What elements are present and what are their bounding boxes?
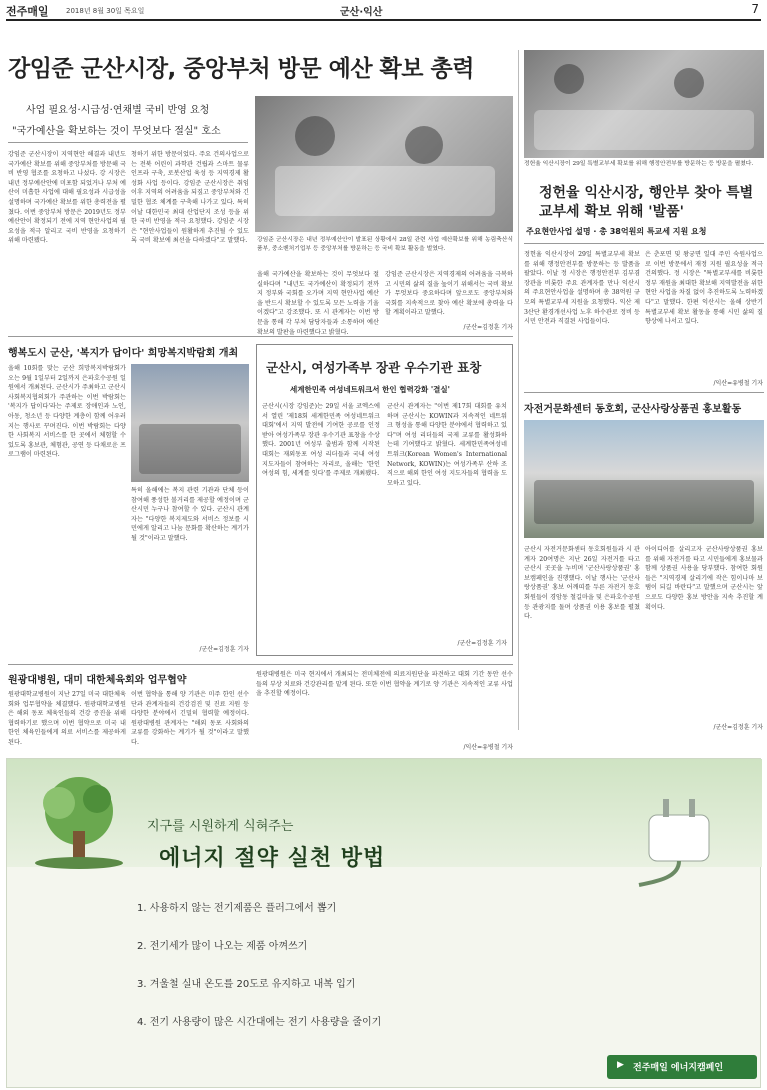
hope-top-rule bbox=[8, 336, 513, 337]
lead-body-col3: 올해 국가예산을 확보하는 것이 무엇보다 절실하다며 "내년도 국가예산이 확정되기 전까지 정부와 국회를 오가며 지역 현안사업 예산을 반드시 확보할 수 있도록 모든 노력을 기울이겠다"고 강조했다. 또 시 관계자는 이번 방문을 통해 각 부처 담당자들과 소통하며 예산 확보의 발판을 마련했다고 밝혔다. bbox=[257, 271, 379, 336]
page-number: 7 bbox=[751, 2, 759, 16]
iksan-byline: /익산=유병철 기자 bbox=[713, 380, 763, 387]
lead-photo-caption: 강임준 군산시장은 내년 정부예산안이 발표된 상황에서 28일 관련 사업 예산확보를 위해 농림축산식품부, 중소벤처기업부 등 중앙부처를 방문하는 등 국비 확보 활동을 벌였다. bbox=[257, 237, 513, 252]
hope-body-b: 특히 올해에는 복지 관련 기관과 단체 등이 참여해 풍성한 볼거리를 제공할 예정이며 군산시민 누구나 참여할 수 있다. 군산시 관계자는 "다양한 복지제도와 서비스 정보를 시민에게 알리고 나눔 문화를 확산하는 계기가 될 것"이라고 말했다. bbox=[131, 487, 249, 542]
iksan-rule bbox=[524, 243, 764, 244]
lead-body-col4: 강임준 군산시장은 지역경제의 어려움을 극복하고 시민의 삶의 질을 높이기 위해서는 국비 확보가 무엇보다 중요하다며 앞으로도 중앙부처와 국회를 지속적으로 찾아 예산 확보에 총력을 다할 계획이라고 말했다. bbox=[385, 271, 513, 317]
women-body-b: 군산시 관계자는 "이번 제17회 대회를 유치하며 군산시는 KOWIN과 지속적인 네트워크 형성을 통해 다양한 분야에서 협력하고 있다"며 여성 리더들의 국제 교류를 활성화하는데 기여했다고 밝혔다. 세계한민족여성네트워크(Korean Women's International Network, KOWIN)는 여성가족부 산하 조직으로 해외 한인 여성 지도자들의 협력을 도모하고 있다. bbox=[387, 403, 507, 487]
lead-byline: /군산=김정훈 기자 bbox=[463, 324, 513, 331]
arrow-icon: ▶ bbox=[617, 1060, 624, 1070]
center-byline: /군산=김정훈 기자 bbox=[713, 724, 763, 731]
women-body-a: 군산시(시장 강임준)는 29일 서울 코엑스에서 열린 '제18회 세계한민족 여성네트워크 대회'에서 지역 발전에 기여한 공로를 인정받아 여성가족부 장관 우수기관 표창을 수상했다. 2001년 여성부 출범과 함께 시작된 대회는 재외동포 여성 리더들과 국내 여성 지도자들이 참여하는 자리로, 올해는 '한인 여성의 힘, 세계를 잇다'를 주제로 개최됐다. bbox=[262, 403, 380, 478]
lead-body-col1: 강임준 군산시장이 지역현안 해결과 내년도 국가예산 확보를 위해 중앙부처를 방문해 국비 반영 협조를 요청하고 나섰다. 강 시장은 내년 정부예산안에 미포함 되었거나 부처 예산이 미흡한 사업에 대해 필요성과 시급성을 설명하며 국가예산 확보를 위한 총력전을 펼쳤다. 이번 중앙부처 방문은 2019년도 정부 예산안이 확정되기 전에 지역 현안사업의 필요성을 적극 알리고 국비 반영을 요청하기 위해 마련됐다. bbox=[8, 151, 126, 245]
ad-tip-2: 2. 전기세가 많이 나오는 제품 아껴쓰기 bbox=[137, 941, 308, 952]
iksan-photo bbox=[524, 50, 764, 158]
center-photo bbox=[524, 420, 764, 538]
center-headline: 자전거문화센터 동호회, 군산사랑상품권 홍보활동 bbox=[524, 404, 742, 415]
masthead-rule bbox=[6, 19, 761, 21]
center-body-a: 군산시 자전거문화센터 동호회원들과 시 관계자 20여명은 지난 26일 자전거를 타고 군산시 곳곳을 누비며 '군산사랑상품권' 홍보캠페인을 진행했다. 이날 행사는 '군산사랑상품권' 홍보 어깨띠를 두른 자전거 동호회원들이 경암동 철길마을 및 은파호수공원 등 관광지를 돌며 상품권 이용 홍보를 펼쳤다. bbox=[524, 546, 640, 621]
campaign-label: 전주매일 에너지캠페인 bbox=[633, 1063, 724, 1073]
ad-line2: 에너지 절약 실천 방법 bbox=[159, 846, 386, 871]
hope-headline: 행복도시 군산, '복지가 답이다' 희망복지박람회 개최 bbox=[8, 348, 239, 359]
lead-headline: 강임준 군산시장, 중앙부처 방문 예산 확보 총력 bbox=[8, 56, 474, 82]
wonkwang-headline: 원광대병원, 대미 대한체육회와 업무협약 bbox=[8, 675, 187, 686]
women-subhead: 세계한민족 여성네트워크서 한인 협력강화 '결실' bbox=[290, 385, 450, 394]
iksan-subhead: 주요현안사업 설명 · 총 38억원의 특교세 지원 요청 bbox=[526, 227, 707, 236]
ad-line1: 지구를 시원하게 식혀주는 bbox=[147, 819, 294, 834]
women-headline: 군산시, 여성가족부 장관 우수기관 표창 bbox=[266, 360, 482, 375]
ad-tip-4: 4. 전기 사용량이 많은 시간대에는 전기 사용량을 줄이기 bbox=[137, 1017, 382, 1028]
campaign-tag bbox=[607, 1055, 757, 1079]
tree-earth-icon bbox=[19, 771, 139, 871]
women-byline: /군산=김정훈 기자 bbox=[457, 640, 507, 647]
masthead bbox=[6, 2, 761, 18]
center-body-b: 아이디어를 살리고자 군산사랑상품권 홍보를 위해 자전거를 타고 시민들에게 홍보물과 함께 상품권 사용을 당부했다. 참여한 회원들은 "지역경제 살리기에 작은 힘이나마 보탬이 되길 바란다"고 말했으며 군산시는 앞으로도 다양한 홍보 방안을 지속 추진할 계획이다. bbox=[645, 546, 763, 611]
hope-byline: /군산=김정훈 기자 bbox=[199, 646, 249, 653]
ad-tip-1: 1. 사용하지 않는 전기제품은 플러그에서 뽑기 bbox=[137, 903, 337, 914]
iksan-headline: 정헌율 익산시장, 행안부 찾아 특별교부세 확보 위해 '발품' bbox=[539, 185, 754, 220]
energy-ad bbox=[6, 758, 761, 1088]
iksan-photo-caption: 정헌율 익산시장이 29일 특별교부세 확보를 위해 행정안전부를 방문하는 등 방문을 펼쳤다. bbox=[524, 161, 754, 167]
wonkwang-byline: /익산=유병철 기자 bbox=[463, 744, 513, 751]
wonkwang-body-a: 원광대학교병원이 지난 27일 미국 대한체육회와 업무협약을 체결했다. 원광대학교병원은 해외 동포 체육인들의 건강 증진을 위해 협력하기로 했으며 이번 협약으로 미국 내 한인 체육인들에게 의료 서비스를 제공하게 된다. bbox=[8, 691, 126, 746]
hope-body-a: 올해 10회를 맞는 군산 희망복지박람회가 오는 9월 1일부터 2일까지 은파호수공원 일원에서 개최된다. 군산시가 주최하고 군산시사회복지협의회가 주관하는 이번 박람회는 '복지가 답이다'라는 주제로 장애인과 노인, 아동, 청소년 등 다양한 계층이 함께 어우러지는 행사로 꾸며진다. 이번 박람회는 다양한 사회복지 서비스를 한 곳에서 체험할 수 있도록 홍보관, 체험관, 공연 등 다채로운 프로그램이 마련된다. bbox=[8, 365, 126, 459]
lead-sub-rule bbox=[8, 142, 248, 143]
wonkwang-body-c: 원광대병원은 미국 현지에서 개최되는 전미체전에 의료지원단을 파견하고 대회 기간 동안 선수들의 부상 치료와 건강관리를 맡게 된다. 또한 이번 협약을 계기로 양 기관은 지속적인 교류 사업을 추진할 예정이다. bbox=[256, 671, 513, 698]
issue-date: 2018년 8월 30일 목요일 bbox=[66, 7, 145, 15]
ad-tip-3: 3. 겨울철 실내 온도를 20도로 유지하고 내복 입기 bbox=[137, 979, 356, 990]
lead-subhead-1: 사업 필요성·시급성·연채별 국비 반영 요청 bbox=[26, 105, 210, 116]
section-name: 군산·익산 bbox=[340, 7, 383, 18]
wonkwang-body-b: 이번 협약을 통해 양 기관은 미주 한인 선수단과 관계자들의 건강검진 및 진료 지원 등 다양한 분야에서 긴밀히 협력할 예정이다. 원광대병원 관계자는 "해외 동포 사회와의 교류를 강화하는 계기가 될 것"이라고 말했다. bbox=[131, 691, 249, 746]
plug-icon bbox=[619, 795, 749, 895]
iksan-body-b: 은 춘포면 및 왕궁면 일대 주민 숙원사업으로 이번 방문에서 재정 지원 필요성을 적극 건의했다. 정 시장은 "특별교부세를 비롯한 정부 재원을 최대한 확보해 지역발전을 위한 현안 사업을 차질 없이 추진하도록 노력하겠다"고 말했다. 한편 익산시는 올해 상반기 특별교부세 확보 활동을 통해 시민 삶의 질 향상에 나서고 있다. bbox=[645, 251, 763, 326]
paper-name: 전주매일 bbox=[6, 5, 49, 18]
center-top-rule bbox=[524, 392, 764, 393]
lead-photo bbox=[255, 96, 513, 232]
iksan-body-a: 정헌율 익산시장이 29일 특별교부세 확보를 위해 행정안전부를 방문하는 등 발품을 팔았다. 이날 정 시장은 행정안전부 김부겸 장관을 비롯한 주요 관계자를 만나 익산시의 주요현안사업을 설명하며 총 38억원 규모의 특별교부세 지원을 요청했다. 익산 제3산단 환경개선사업 노후 하수관로 정비 등 시민 안전과 직결된 사업들이다. bbox=[524, 251, 640, 326]
wonkwang-top-rule bbox=[8, 664, 513, 665]
lead-subhead-2: "국가예산을 확보하는 것이 무엇보다 절실" 호소 bbox=[12, 126, 221, 137]
column-divider bbox=[518, 50, 519, 730]
lead-body-col2: 청하기 위한 방문이었다. 주요 건의사업으로는 전북 어린이 과학관 건립과 스마트 물류 인프라 구축, 로봇산업 육성 등 지역경제 활성화 사업 등이다. 강임준 군산시장은 취임 이후 지역의 어려움을 되짚고 중앙부처와 긴밀한 협조 체계를 구축해 나가고 있다. 특히 이날 대한민국 최대 산업단지 조성 등을 위한 국비 반영을 적극 요청했다. 강임준 시장은 "현안사업들이 원활하게 추진될 수 있도록 국비 확보에 최선을 다하겠다"고 말했다. bbox=[131, 151, 249, 245]
hope-photo bbox=[131, 364, 249, 482]
